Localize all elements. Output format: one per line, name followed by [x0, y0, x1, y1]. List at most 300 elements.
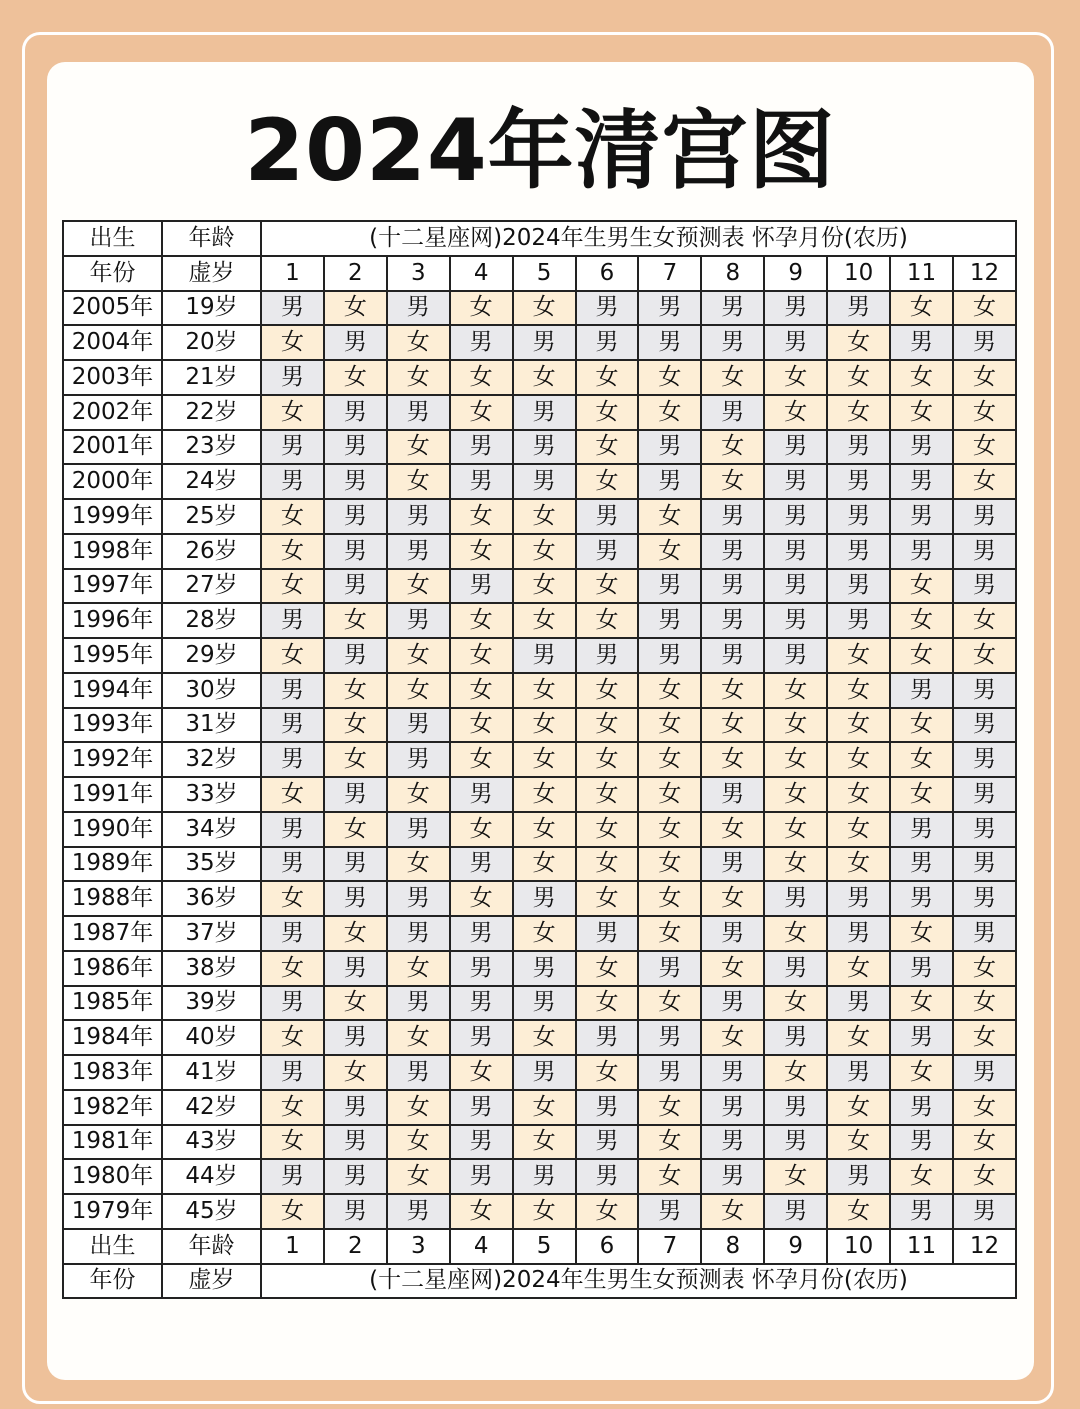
- gender-cell: 女: [890, 395, 953, 430]
- gender-cell: 男: [576, 1090, 639, 1125]
- gender-cell: 男: [701, 534, 764, 569]
- gender-cell: 女: [827, 360, 890, 395]
- gender-cell: 男: [638, 291, 701, 326]
- gender-cell: 女: [701, 881, 764, 916]
- gender-cell: 男: [324, 1125, 387, 1160]
- gender-cell: 男: [764, 430, 827, 465]
- gender-cell: 男: [638, 951, 701, 986]
- age-cell: 25岁: [162, 499, 261, 534]
- gender-cell: 男: [953, 1194, 1016, 1229]
- gender-cell: 男: [387, 291, 450, 326]
- gender-cell: 男: [827, 291, 890, 326]
- age-cell: 43岁: [162, 1125, 261, 1160]
- gender-cell: 男: [261, 1055, 324, 1090]
- birth-year-cell: 2004年: [63, 325, 162, 360]
- gender-cell: 男: [324, 1159, 387, 1194]
- gender-cell: 女: [513, 1125, 576, 1160]
- age-cell: 27岁: [162, 569, 261, 604]
- gender-cell: 女: [764, 395, 827, 430]
- gender-cell: 男: [261, 812, 324, 847]
- gender-cell: 男: [701, 499, 764, 534]
- gender-cell: 女: [827, 1194, 890, 1229]
- footer-birth-year: 出生: [63, 1229, 162, 1264]
- gender-cell: 男: [513, 1055, 576, 1090]
- gender-cell: 男: [261, 291, 324, 326]
- gender-cell: 女: [953, 291, 1016, 326]
- gender-cell: 女: [261, 1020, 324, 1055]
- gender-cell: 女: [513, 673, 576, 708]
- gender-cell: 女: [638, 1090, 701, 1125]
- age-cell: 38岁: [162, 951, 261, 986]
- gender-cell: 男: [450, 1159, 513, 1194]
- gender-cell: 女: [701, 360, 764, 395]
- gender-cell: 男: [764, 603, 827, 638]
- birth-year-cell: 1987年: [63, 916, 162, 951]
- birth-year-cell: 1992年: [63, 742, 162, 777]
- gender-cell: 女: [953, 1090, 1016, 1125]
- gender-cell: 女: [890, 569, 953, 604]
- gender-cell: 男: [827, 986, 890, 1021]
- gender-cell: 男: [827, 881, 890, 916]
- gender-cell: 女: [890, 603, 953, 638]
- gender-cell: 男: [701, 1090, 764, 1125]
- gender-cell: 男: [764, 1090, 827, 1125]
- gender-cell: 男: [387, 534, 450, 569]
- gender-cell: 女: [387, 464, 450, 499]
- age-cell: 21岁: [162, 360, 261, 395]
- gender-cell: 女: [513, 1090, 576, 1125]
- gender-cell: 男: [764, 881, 827, 916]
- gender-cell: 男: [450, 916, 513, 951]
- gender-cell: 女: [638, 395, 701, 430]
- gender-cell: 女: [890, 1055, 953, 1090]
- birth-year-cell: 2001年: [63, 430, 162, 465]
- gender-cell: 男: [576, 534, 639, 569]
- gender-cell: 女: [638, 360, 701, 395]
- header-birth-year: 出生: [63, 221, 162, 256]
- gender-cell: 女: [513, 742, 576, 777]
- gender-cell: 女: [953, 464, 1016, 499]
- gender-cell: 男: [513, 464, 576, 499]
- gender-cell: 女: [324, 360, 387, 395]
- gender-cell: 男: [638, 638, 701, 673]
- gender-cell: 女: [827, 1125, 890, 1160]
- gender-cell: 女: [576, 1055, 639, 1090]
- age-cell: 45岁: [162, 1194, 261, 1229]
- gender-cell: 男: [450, 951, 513, 986]
- gender-cell: 男: [513, 325, 576, 360]
- gender-cell: 女: [261, 951, 324, 986]
- age-cell: 40岁: [162, 1020, 261, 1055]
- gender-cell: 男: [324, 569, 387, 604]
- gender-cell: 女: [764, 812, 827, 847]
- table-row: [63, 1194, 1016, 1229]
- header-nominal-age: 虚岁: [162, 256, 261, 291]
- gender-cell: 男: [890, 673, 953, 708]
- age-cell: 42岁: [162, 1090, 261, 1125]
- gender-cell: 男: [638, 603, 701, 638]
- gender-cell: 女: [576, 812, 639, 847]
- gender-cell: 男: [701, 1055, 764, 1090]
- gender-cell: 女: [513, 812, 576, 847]
- gender-cell: 男: [387, 742, 450, 777]
- month-footer: 8: [701, 1229, 764, 1264]
- gender-cell: 男: [764, 569, 827, 604]
- gender-cell: 男: [450, 1020, 513, 1055]
- age-cell: 22岁: [162, 395, 261, 430]
- gender-cell: 男: [890, 951, 953, 986]
- table-row: [63, 603, 1016, 638]
- gender-cell: 女: [890, 360, 953, 395]
- gender-cell: 女: [513, 360, 576, 395]
- gender-cell: 女: [576, 360, 639, 395]
- gender-cell: 女: [576, 673, 639, 708]
- month-footer: 6: [576, 1229, 639, 1264]
- gender-cell: 女: [450, 499, 513, 534]
- table-row: [63, 986, 1016, 1021]
- gender-cell: 女: [764, 777, 827, 812]
- gender-cell: 女: [638, 881, 701, 916]
- gender-cell: 女: [324, 1055, 387, 1090]
- footer-row-months: [63, 1229, 1016, 1264]
- gender-cell: 女: [387, 673, 450, 708]
- gender-cell: 女: [638, 673, 701, 708]
- gender-cell: 女: [450, 534, 513, 569]
- gender-cell: 女: [953, 603, 1016, 638]
- gender-cell: 女: [890, 777, 953, 812]
- gender-cell: 女: [764, 673, 827, 708]
- table-row: [63, 777, 1016, 812]
- month-header: 4: [450, 256, 513, 291]
- gender-cell: 女: [450, 1194, 513, 1229]
- gender-cell: 男: [513, 638, 576, 673]
- gender-cell: 男: [387, 1194, 450, 1229]
- table-row: [63, 1090, 1016, 1125]
- gender-cell: 女: [261, 1125, 324, 1160]
- gender-cell: 女: [324, 916, 387, 951]
- gender-cell: 男: [890, 430, 953, 465]
- birth-year-cell: 1984年: [63, 1020, 162, 1055]
- birth-year-cell: 1983年: [63, 1055, 162, 1090]
- gender-cell: 男: [261, 708, 324, 743]
- age-cell: 31岁: [162, 708, 261, 743]
- table-row: [63, 638, 1016, 673]
- gender-cell: 男: [701, 603, 764, 638]
- gender-cell: 女: [450, 812, 513, 847]
- gender-cell: 女: [387, 1125, 450, 1160]
- gender-cell: 男: [827, 916, 890, 951]
- gender-cell: 男: [324, 881, 387, 916]
- gender-cell: 女: [261, 569, 324, 604]
- gender-cell: 女: [261, 777, 324, 812]
- gender-cell: 女: [576, 881, 639, 916]
- gender-cell: 女: [450, 742, 513, 777]
- birth-year-cell: 2000年: [63, 464, 162, 499]
- gender-cell: 女: [324, 986, 387, 1021]
- table-row: [63, 1125, 1016, 1160]
- gender-cell: 男: [261, 847, 324, 882]
- gender-cell: 女: [387, 777, 450, 812]
- gender-cell: 女: [638, 812, 701, 847]
- gender-cell: 女: [450, 673, 513, 708]
- age-cell: 33岁: [162, 777, 261, 812]
- gender-cell: 男: [764, 1125, 827, 1160]
- gender-cell: 女: [701, 673, 764, 708]
- gender-cell: 女: [953, 1125, 1016, 1160]
- gender-cell: 女: [387, 360, 450, 395]
- month-footer: 9: [764, 1229, 827, 1264]
- birth-year-cell: 1980年: [63, 1159, 162, 1194]
- gender-cell: 女: [513, 603, 576, 638]
- footer-banner: (十二星座网)2024年生男生女预测表 怀孕月份(农历): [261, 1264, 1016, 1299]
- gender-cell: 男: [450, 569, 513, 604]
- gender-cell: 男: [513, 395, 576, 430]
- gender-cell: 男: [764, 638, 827, 673]
- gender-cell: 女: [450, 881, 513, 916]
- header-age: 年龄: [162, 221, 261, 256]
- gender-cell: 女: [576, 951, 639, 986]
- gender-cell: 男: [890, 534, 953, 569]
- gender-cell: 男: [324, 534, 387, 569]
- birth-year-cell: 1997年: [63, 569, 162, 604]
- gender-cell: 女: [701, 951, 764, 986]
- table-row: [63, 534, 1016, 569]
- birth-year-cell: 1998年: [63, 534, 162, 569]
- gender-cell: 女: [764, 986, 827, 1021]
- gender-cell: 男: [953, 673, 1016, 708]
- gender-cell: 女: [513, 569, 576, 604]
- month-footer: 5: [513, 1229, 576, 1264]
- birth-year-cell: 1985年: [63, 986, 162, 1021]
- month-footer: 12: [953, 1229, 1016, 1264]
- header-row-top: [63, 221, 1016, 256]
- table-row: [63, 291, 1016, 326]
- gender-cell: 男: [261, 603, 324, 638]
- gender-cell: 男: [261, 360, 324, 395]
- gender-cell: 男: [701, 569, 764, 604]
- gender-cell: 男: [953, 812, 1016, 847]
- month-footer: 1: [261, 1229, 324, 1264]
- month-header: 8: [701, 256, 764, 291]
- birth-year-cell: 1993年: [63, 708, 162, 743]
- age-cell: 37岁: [162, 916, 261, 951]
- gender-cell: 女: [827, 395, 890, 430]
- gender-cell: 男: [513, 951, 576, 986]
- gender-cell: 男: [953, 742, 1016, 777]
- gender-cell: 女: [764, 916, 827, 951]
- table-row: [63, 881, 1016, 916]
- table-row: [63, 325, 1016, 360]
- gender-cell: 男: [387, 1055, 450, 1090]
- gender-cell: 男: [890, 881, 953, 916]
- gender-cell: 男: [324, 499, 387, 534]
- gender-cell: 男: [764, 1194, 827, 1229]
- gender-cell: 女: [701, 708, 764, 743]
- gender-prediction-table: [62, 220, 1017, 1299]
- gender-cell: 男: [827, 603, 890, 638]
- table-row: [63, 951, 1016, 986]
- gender-cell: 男: [324, 951, 387, 986]
- table-row: [63, 708, 1016, 743]
- gender-cell: 女: [953, 638, 1016, 673]
- gender-cell: 男: [324, 464, 387, 499]
- table-row: [63, 464, 1016, 499]
- gender-cell: 男: [576, 325, 639, 360]
- gender-cell: 男: [387, 986, 450, 1021]
- gender-cell: 男: [953, 499, 1016, 534]
- gender-cell: 男: [513, 430, 576, 465]
- gender-cell: 女: [324, 603, 387, 638]
- gender-cell: 女: [827, 777, 890, 812]
- gender-cell: 女: [513, 777, 576, 812]
- gender-cell: 女: [324, 742, 387, 777]
- month-header: 2: [324, 256, 387, 291]
- gender-cell: 男: [513, 986, 576, 1021]
- birth-year-cell: 1979年: [63, 1194, 162, 1229]
- footer-row-banner: [63, 1264, 1016, 1299]
- gender-cell: 男: [701, 777, 764, 812]
- birth-year-cell: 1994年: [63, 673, 162, 708]
- gender-cell: 女: [701, 1020, 764, 1055]
- gender-cell: 女: [261, 881, 324, 916]
- table-row: [63, 847, 1016, 882]
- gender-cell: 女: [513, 291, 576, 326]
- gender-cell: 男: [953, 1055, 1016, 1090]
- gender-cell: 男: [387, 395, 450, 430]
- month-header: 12: [953, 256, 1016, 291]
- gender-cell: 女: [827, 1020, 890, 1055]
- month-footer: 2: [324, 1229, 387, 1264]
- gender-cell: 女: [576, 708, 639, 743]
- gender-cell: 男: [450, 464, 513, 499]
- gender-cell: 男: [513, 881, 576, 916]
- gender-cell: 男: [701, 1159, 764, 1194]
- gender-cell: 女: [387, 430, 450, 465]
- gender-cell: 男: [701, 916, 764, 951]
- gender-cell: 女: [387, 569, 450, 604]
- age-cell: 30岁: [162, 673, 261, 708]
- gender-cell: 女: [890, 638, 953, 673]
- birth-year-cell: 1981年: [63, 1125, 162, 1160]
- gender-cell: 女: [450, 1055, 513, 1090]
- gender-cell: 男: [890, 1020, 953, 1055]
- gender-cell: 女: [324, 812, 387, 847]
- gender-cell: 女: [764, 847, 827, 882]
- gender-cell: 男: [261, 916, 324, 951]
- gender-cell: 男: [387, 603, 450, 638]
- gender-cell: 男: [764, 325, 827, 360]
- gender-cell: 男: [387, 812, 450, 847]
- gender-cell: 女: [764, 742, 827, 777]
- gender-cell: 女: [450, 291, 513, 326]
- gender-cell: 男: [764, 534, 827, 569]
- gender-cell: 男: [827, 1159, 890, 1194]
- month-header: 7: [638, 256, 701, 291]
- month-header: 6: [576, 256, 639, 291]
- gender-cell: 男: [261, 986, 324, 1021]
- gender-cell: 男: [450, 986, 513, 1021]
- gender-cell: 男: [638, 1020, 701, 1055]
- age-cell: 32岁: [162, 742, 261, 777]
- gender-cell: 女: [513, 916, 576, 951]
- gender-cell: 男: [764, 499, 827, 534]
- gender-cell: 女: [513, 499, 576, 534]
- table-row: [63, 395, 1016, 430]
- table-row: [63, 360, 1016, 395]
- gender-cell: 男: [576, 1125, 639, 1160]
- gender-cell: 女: [827, 951, 890, 986]
- gender-cell: 女: [261, 1090, 324, 1125]
- table-row: [63, 1159, 1016, 1194]
- month-footer: 10: [827, 1229, 890, 1264]
- gender-cell: 男: [638, 430, 701, 465]
- gender-cell: 女: [701, 1194, 764, 1229]
- gender-cell: 女: [827, 708, 890, 743]
- gender-cell: 男: [764, 291, 827, 326]
- gender-cell: 男: [324, 430, 387, 465]
- gender-cell: 男: [324, 1194, 387, 1229]
- gender-cell: 女: [576, 603, 639, 638]
- gender-cell: 男: [890, 847, 953, 882]
- gender-cell: 女: [324, 673, 387, 708]
- gender-cell: 男: [387, 499, 450, 534]
- gender-cell: 女: [576, 742, 639, 777]
- gender-cell: 女: [953, 360, 1016, 395]
- gender-cell: 男: [261, 430, 324, 465]
- birth-year-cell: 1988年: [63, 881, 162, 916]
- gender-cell: 女: [638, 916, 701, 951]
- gender-cell: 男: [890, 812, 953, 847]
- gender-cell: 女: [701, 464, 764, 499]
- gender-cell: 男: [576, 638, 639, 673]
- gender-cell: 女: [450, 603, 513, 638]
- gender-cell: 男: [324, 1090, 387, 1125]
- gender-cell: 女: [764, 1055, 827, 1090]
- age-cell: 28岁: [162, 603, 261, 638]
- gender-cell: 男: [764, 1020, 827, 1055]
- page-title: 2024年清宫图: [244, 101, 836, 201]
- gender-cell: 男: [827, 569, 890, 604]
- gender-cell: 男: [890, 499, 953, 534]
- month-header: 1: [261, 256, 324, 291]
- gender-cell: 女: [387, 1090, 450, 1125]
- gender-cell: 男: [638, 464, 701, 499]
- birth-year-cell: 1989年: [63, 847, 162, 882]
- gender-cell: 女: [261, 638, 324, 673]
- gender-cell: 女: [764, 1159, 827, 1194]
- gender-cell: 男: [827, 430, 890, 465]
- gender-cell: 男: [261, 464, 324, 499]
- gender-cell: 女: [827, 1090, 890, 1125]
- gender-cell: 女: [576, 1194, 639, 1229]
- gender-cell: 女: [638, 534, 701, 569]
- age-cell: 29岁: [162, 638, 261, 673]
- gender-cell: 男: [324, 325, 387, 360]
- month-footer: 3: [387, 1229, 450, 1264]
- gender-cell: 女: [890, 291, 953, 326]
- birth-year-cell: 1991年: [63, 777, 162, 812]
- gender-cell: 女: [513, 708, 576, 743]
- birth-year-cell: 1986年: [63, 951, 162, 986]
- gender-cell: 女: [387, 847, 450, 882]
- gender-cell: 男: [827, 464, 890, 499]
- birth-year-cell: 1995年: [63, 638, 162, 673]
- gender-cell: 女: [576, 777, 639, 812]
- gender-cell: 女: [450, 395, 513, 430]
- gender-cell: 男: [827, 1055, 890, 1090]
- gender-cell: 男: [450, 325, 513, 360]
- gender-cell: 男: [890, 464, 953, 499]
